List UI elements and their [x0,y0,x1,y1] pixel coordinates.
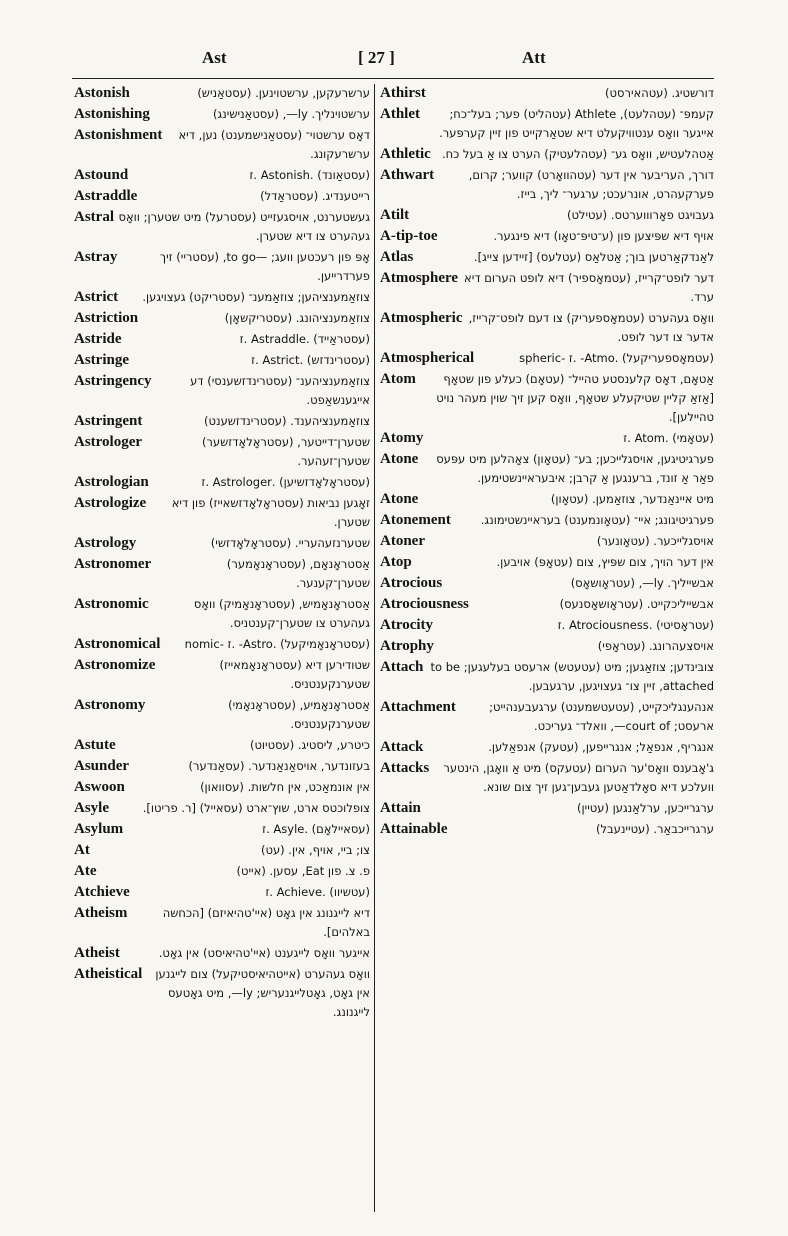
entry-headword: Atheistical [74,966,143,982]
entry-definition: אויף דיא שפּיצען פון (ע־טיפּ־טאָו) דיא פינגער. [493,229,714,243]
entry-headword: Athlet [380,106,420,122]
entry-definition: (עסטרינדזש) .Astrict .ז [251,353,370,367]
left-column [74,84,370,1212]
entry-definition: צו; ביי, אויף, אין. (עט) [261,843,370,857]
left-guide-word: Ast [202,48,227,67]
entry-definition: דיא לייגנונג אין גאָט (איי'טהיאיזם) [הכחשה באלהים]. [162,906,370,939]
dictionary-entry [74,473,370,492]
column-divider [374,84,375,1212]
entry-headword: Atilt [380,207,410,223]
entry-headword: Ate [74,863,97,879]
dictionary-entry [74,412,370,431]
entry-definition: כיטרע, ליסטיג. (עסטיוט) [249,738,370,752]
dictionary-entry [74,696,370,734]
dictionary-entry [74,309,370,328]
entry-definition: אויסצעהרונג. (עטראָפי) [597,639,714,653]
entry-headword: Attach [380,659,424,675]
entry-headword: Asylum [74,821,124,837]
entry-headword: Astonish [74,85,130,101]
entry-headword: Astrologize [74,495,147,511]
right-guide-word: Att [522,48,546,67]
entry-headword: At [74,842,90,858]
dictionary-entry [380,84,714,103]
dictionary-entry [74,656,370,694]
entry-definition: ערשטוינליך. ly—, (עסטאַנישינג) [212,107,370,121]
entry-headword: Astringency [74,373,152,389]
dictionary-entry [74,372,370,410]
entry-headword: Astronomic [74,596,149,612]
entry-definition: שטערנזעהעריי. (עסטראָלאָדזשי) [210,536,370,550]
entry-headword: Atchieve [74,884,130,900]
entry-headword: Asyle [74,800,109,816]
dictionary-entry [74,841,370,860]
dictionary-entry [380,248,714,267]
entry-headword: Astride [74,331,122,347]
entry-definition: אַסטראָנאָם, (עסטראָנאָמער) שטערן־קענער. [226,557,370,590]
entry-definition: (עסאיילאָם) .Asyle .ז [262,822,370,836]
entry-definition: אין אונמאַכט, אין חלשות. (עסוואון) [200,780,370,794]
entry-headword: Astute [74,737,116,753]
entry-definition: צוזאַמענציהונג. (עסטריקשאָן) [224,311,370,325]
entry-headword: Atone [380,451,419,467]
entry-headword: Atop [380,554,412,570]
header-rule [72,78,714,79]
entry-definition: אנהענגליכקייט, (עטעטשמענט) ערגעבענהייט; ארעסט; court of—, וואלד־ געריכט. [489,700,714,733]
entry-definition: דורך, העריבער אין דער (עטהוואָרט) קווער; קרום, פערקעהרט, אונרעכט; ערגער־ ליך, בייז. [468,168,714,201]
dictionary-entry [74,534,370,553]
entry-headword: Atheist [74,945,120,961]
entry-headword: Astringent [74,413,143,429]
entry-definition: דאָס ערשטוי־ (עסטאַנישמענט) נען, דיא ערשרעקונג. [178,128,370,161]
entry-definition: (עטאָמי) .Atom .ז [623,431,714,445]
dictionary-entry [74,433,370,471]
entry-headword: Athirst [380,85,426,101]
entry-headword: Atom [380,371,416,387]
entry-definition: געבויגט פאָרוווערטס. (עטילט) [566,208,714,222]
entry-definition: ערשרעקען, ערשטוינען. (עסטאַניש) [197,86,370,100]
entry-headword: Attainable [380,821,448,837]
entry-headword: Aswoon [74,779,125,795]
dictionary-entry [74,494,370,532]
entry-definition: (עטשיוו) .Achieve .ז [265,885,370,899]
entry-definition: אַסטראָנאָמיש, (עסטראָנאָמיק) וואָס געהערט צו שטערן־קענטניס. [193,597,370,630]
dictionary-entry [380,799,714,818]
entry-definition: וואָס געהערט (אייטהיאיסטיקעל) צום לייגנען אין גאָט, גאָטלייגנעריש; ly—, מיט גאָטעס לייגנונג. [155,967,370,1019]
dictionary-entry [380,349,714,368]
entry-headword: Atmosphere [380,270,459,286]
entry-definition: אנגריף, אנפאַל; אנגרייפען, (עטעק) אנפאַלען. [488,740,714,754]
entry-definition: צוזאַמענציהענ־ (עסטרינדזשענסי) דע אייגענשאַפט. [190,374,370,407]
entry-headword: Asunder [74,758,130,774]
entry-headword: Attack [380,739,424,755]
entry-definition: לאַנדקאַרטען בוך; אַטלאַס (עטלעס) [זיידען צייג]. [473,250,714,264]
entry-headword: Atonement [380,512,451,528]
entry-headword: Atrocious [380,575,443,591]
entry-headword: Astraddle [74,188,138,204]
entry-headword: Attachment [380,699,456,715]
entry-headword: Atmospherical [380,350,475,366]
entry-headword: Atoner [380,533,425,549]
entry-headword: Atlas [380,249,414,265]
entry-headword: Astronomer [74,556,152,572]
entry-headword: Atrophy [380,638,434,654]
dictionary-entry [74,883,370,902]
entry-definition: צופלוכטס ארט, שוץ־ארט (עסאייל) [ר. פריטו]. [142,801,370,815]
dictionary-entry [380,450,714,488]
dictionary-entry [74,635,370,654]
dictionary-entry [74,330,370,349]
entry-headword: Atone [380,491,419,507]
dictionary-entry [380,658,714,696]
entry-headword: Astronomical [74,636,161,652]
entry-definition: ערגרייכען, ערלאַנגען (עטיין) [577,801,714,815]
entry-definition: פ. צ. פון Eat, עסען. (אייט) [236,864,370,878]
entry-definition: אַטאָם, דאָס קלענסטע טהייל־ (עטאָם) כעלע פון שטאָף [אַזאַ קליין שטיקעלע שטאָף, וואָס קען זיך שוין מעהר נויט טהיילען]. [436,372,714,424]
dictionary-entry [380,616,714,635]
entry-definition: זאָגען נביאות (עסטראָלאָדזשאייז) פון דיא שטערן. [171,496,370,529]
entry-definition: צוזאַמענציהען; צוזאַמענ־ (עסטריקט) געצויגען. [142,290,370,304]
entry-definition: געשטערנט, אויסגעזייט (עסטרעל) מיט שטערן; וואָס געהערט צו דיא שטערן. [118,210,370,243]
dictionary-entry [74,965,370,1022]
entry-definition: (עסטאַונד) .Astonish .ז [249,168,370,182]
entry-definition: (עטראָסיטי) .Atrociousness .ז [557,618,714,632]
entry-definition: אייגער וואָס לייגענט (איי'טהיאיסט) אין גאָט. [158,946,370,960]
entry-headword: Astronomize [74,657,156,673]
entry-headword: Astronomy [74,697,146,713]
dictionary-entry [74,187,370,206]
entry-headword: Atmospheric [380,310,463,326]
dictionary-entry [380,105,714,143]
entry-headword: Astrology [74,535,137,551]
entry-definition: צוזאַמענציהענד. (עסטרינדזשענט) [204,414,370,428]
entry-definition: מיט איינאַנדער, צוזאַמען. (עטאָון) [550,492,714,506]
entry-headword: Athwart [380,167,435,183]
entry-headword: Astringe [74,352,129,368]
entry-headword: Attacks [380,760,430,776]
dictionary-entry [74,757,370,776]
entry-definition: אין דער הויך, צום שפּיץ, צום (עטאָפּ) אויבען. [496,555,714,569]
entry-headword: Astonishing [74,106,150,122]
entry-definition: (עסטראַייד) .Astraddle .ז [239,332,370,346]
entry-definition: וואָס געהערט (עטמאָספעריק) צו דעם לופט־קרייז, אדער צו דער לופט. [468,311,714,344]
dictionary-entry [74,166,370,185]
dictionary-entry [74,126,370,164]
page-number: [ 27 ] [358,48,395,67]
dictionary-entry [74,820,370,839]
dictionary-entry [74,555,370,593]
dictionary-entry [380,698,714,736]
entry-headword: Atrociousness [380,596,469,612]
dictionary-entry [380,532,714,551]
entry-definition: (עטמאָספעריקעל) .Atmo- .ז -spheric [519,351,714,365]
entry-headword: Astrict [74,289,119,305]
entry-headword: Astral [74,209,114,225]
dictionary-entry [380,269,714,307]
dictionary-entry [380,637,714,656]
dictionary-entry [74,248,370,286]
entry-definition: אַטהלעטיש, וואָס גע־ (עטהלעטיק) הערט צו אַ בעל כח. [442,147,714,161]
dictionary-entry [74,778,370,797]
dictionary-entry [380,370,714,427]
page-header [70,40,716,80]
entry-headword: Astrologer [74,434,143,450]
entry-headword: Athletic [380,146,431,162]
dictionary-entry [74,288,370,307]
dictionary-entry [380,166,714,204]
entry-definition: דער לופט־קרייז, (עטמאָספיר) דיא לופט הערום דיא ערד. [464,271,714,304]
dictionary-entry [74,351,370,370]
dictionary-entry [380,490,714,509]
dictionary-entry [74,944,370,963]
dictionary-entry [74,595,370,633]
entry-definition: אבשייליכקייט. (עטראָושאָסנעס) [559,597,714,611]
dictionary-entry [380,738,714,757]
dictionary-entry [380,511,714,530]
entry-definition: אויסגלייכער. (עטאָונער) [596,534,714,548]
entry-definition: פערגיטיגונג; איי־ (עטאָונמענט) בעראיינשטימונג. [480,513,714,527]
dictionary-entry [380,206,714,225]
entry-definition: קעמפּ־ (עטהלעט), Athlete (עטהליט) פער; בעל־כח; אייגער וואָס ענטוויקעלט דיא שטאַרקייט פון זיין קערפּער. [439,107,714,140]
entry-headword: Astrologian [74,474,149,490]
dictionary-entry [74,84,370,103]
entry-definition: (עסטראָנאָמיקעל) .Astro- .ז -nomic [184,637,370,651]
dictionary-entry [74,862,370,881]
dictionary-entry [380,429,714,448]
entry-definition: דורשטיג. (עטהאירסט) [605,86,714,100]
entry-definition: שטודירען דיא (עסטראָנאָמאייז) שטערנקענטניס. [219,658,370,691]
entry-definition: (עסטראָלאָדזשיען) .Astrologer .ז [201,475,370,489]
dictionary-entry [74,736,370,755]
entry-headword: Astray [74,249,118,265]
dictionary-entry [74,904,370,942]
dictionary-entry [380,574,714,593]
dictionary-entry [380,309,714,347]
entry-headword: Astriction [74,310,139,326]
entry-headword: Atomy [380,430,424,446]
dictionary-entry [380,145,714,164]
right-column [380,84,714,1212]
entry-headword: Attain [380,800,421,816]
dictionary-entry [74,105,370,124]
entry-headword: Astonishment [74,127,163,143]
dictionary-entry [380,595,714,614]
dictionary-entry [74,208,370,246]
dictionary-entry [380,227,714,246]
dictionary-entry [380,553,714,572]
entry-definition: שטערן־דייטער, (עסטראָלאָדזשער) שטערן־זעהער. [201,435,370,468]
entry-definition: פערגיטיגען, אויסגלייכען; בע־ (עטאָון) צאָהלען מיט עפּעס פאַר אַ זונד, ברענגען אַ קרבן; איבעראיינשטימען. [436,452,714,485]
dictionary-entry [74,799,370,818]
entry-definition: בעזונדער, אויסאַנאַנדער. (עסאַנדער) [188,759,370,773]
entry-headword: Atrocity [380,617,434,633]
entry-definition: אַסטראָנאָמיע, (עסטראָנאָמי) שטערנקענטניס. [228,698,370,731]
entry-headword: Astound [74,167,129,183]
entry-headword: Atheism [74,905,128,921]
entry-definition: צובינדען; צוזאַגען; מיט (עטעטש) ארעסט בעלעגען; to be attached, זיין צו־ געצויגען, ערגעבען. [430,660,714,693]
entry-definition: ערגרייכבאַר. (עטיינעבל) [595,822,714,836]
dictionary-entry [380,759,714,797]
entry-headword: A-tip-toe [380,228,438,244]
entry-definition: אָפּ פון רעכטען וועג; —to go, (עסטריי) זיך פערדרייען. [159,250,370,283]
entry-definition: ג'אָבענס וואָס'ער הערום (עטעקס) מיט אַ וואָגן, הינטער וועלכע דיא סאָלדאַטען געבען־גען זיך צום שונא. [443,761,714,794]
dictionary-entry [380,820,714,839]
entry-definition: רייטענדיג. (עסטראַדל) [260,189,370,203]
entry-definition: אבשייליך. ly—, (עטראָושאָס) [570,576,714,590]
